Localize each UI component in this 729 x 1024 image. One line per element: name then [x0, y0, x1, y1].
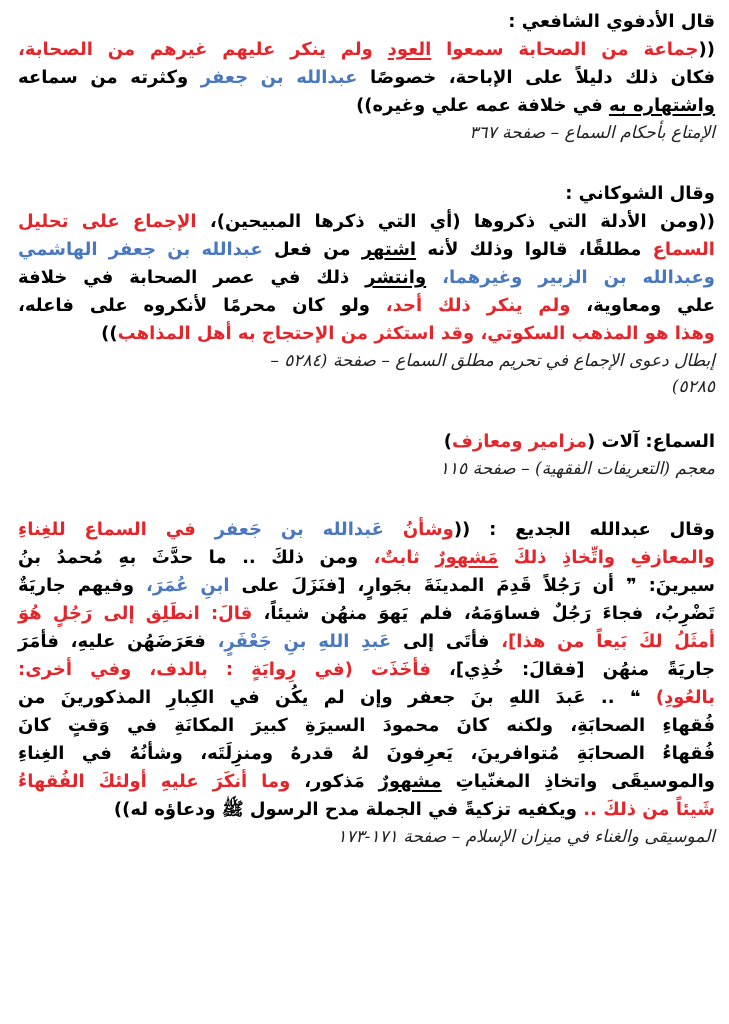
quote-line: شَيئاً من ذلكَ .. ويكفيه تزكيةً في الجملة مدح الرسول ﷺ ودعاؤه له))	[113, 799, 715, 820]
source-citation: الموسيقى والغناء في ميزان الإسلام – صفحة ١٧١-١٧٣	[337, 827, 715, 847]
quote-line: تَضْرِبُ، فجاءَ رَجُلٌ فساوَمَهُ، فلم يَهوَ منهُن شيئاً، قالَ: انطَلِق إلى رَجُلٍ هُوَ	[18, 603, 715, 624]
quote-line: ((ومن الأدلة التي ذكروها (أي التي ذكرها المبيحين)، الإجماع على تحليل	[18, 211, 715, 232]
quote-heading: قال الأدفوي الشافعي :	[508, 11, 715, 32]
quote-line: سيرينَ: ❞ أن رَجُلاً قَدِمَ المدينَةَ بجَوارٍ، [فنَزَلَ على ابنِ عُمَرَ، وفيهم جاريَةٌ	[18, 575, 715, 596]
quote-line: جاريَةً منهُن [فقالَ: خُذِي]، فأخَذَت (في رِوايَةٍ : بالدف، وفي أخرى:	[18, 659, 715, 680]
quote-line: واشتهاره به في خلافة عمه علي وغيره))	[356, 95, 715, 116]
definition-sama	[18, 428, 715, 482]
quote-line: فكان ذلك دليلاً على الإباحة، خصوصًا عبدالله بن جعفر وكثرته من سماعه	[18, 67, 715, 88]
quote-line: وهذا هو المذهب السكوتي، وقد استكثر من الإحتجاج به أهل المذاهب))	[101, 323, 715, 344]
quote-line: السماع مطلقًا، قالوا وذلك لأنه اشتهر من فعل عبدالله بن جعفر الهاشمي	[18, 239, 715, 260]
quote-line: والموسيقَى واتخاذِ المغنّياتِ مشهورٌ مَذكور، وما أنكَرَ عليهِ أولئكَ الفُقهاءُ	[18, 771, 715, 792]
quote-line: ((جماعة من الصحابة سمعوا العود ولم ينكر عليهم غيرهم من الصحابة،	[18, 39, 715, 60]
quote-heading: وقال الشوكاني :	[565, 183, 715, 204]
source-citation: الإمتاع بأحكام السماع – صفحة ٣٦٧	[469, 123, 715, 143]
quote-line: وعبدالله بن الزبير وغيرهما، وانتشر ذلك في عصر الصحابة في خلافة	[18, 267, 715, 288]
quote-line: علي ومعاوية، ولم ينكر ذلك أحد، ولو كان محرمًا لأنكروه على فاعله،	[18, 295, 715, 316]
quote-line: فُقهاءُ الصحابَةِ مُتوافرينَ، يَعرِفونَ لهُ قدرهُ ومنزِلَتَه، وشأنُهُ في الغِناءِ	[18, 743, 715, 764]
quote-line: فُقهاءِ الصحابَةِ، ولكنه كانَ محمودَ السيرَةِ كبيرَ المكانَةِ في وَقتٍ كانَ	[18, 715, 715, 736]
source-citation: إبطال دعوى الإجماع في تحريم مطلق السماع – صفحة (٥٢٨٤ –	[270, 351, 715, 371]
quote-line: أمثَلُ لكَ بَيعاً من هذا]، فأتَى إلى عَبدِ اللهِ بنِ جَعْفَرٍ، فعَرَضَهُن عليهِ، فأمَرَ	[18, 631, 716, 652]
source-citation-continued: ٥٢٨٥)	[671, 377, 715, 397]
quote-adfuwi	[18, 8, 715, 146]
source-citation: معجم (التعريفات الفقهية) – صفحة ١١٥	[439, 459, 715, 479]
quote-line: والمعازفِ واتِّخاذِ ذلكَ مَشهورٌ ثابتٌ، ومن ذلكَ .. ما حدَّثَ بهِ مُحمدُ بنُ	[18, 547, 715, 568]
definition-line: السماع: آلات (مزامير ومعازف)	[443, 431, 715, 452]
quote-shawkani	[18, 180, 715, 400]
quote-line: وقال عبدالله الجديع : ((وشأنُ عَبدالله بن جَعفر في السماع للغِناءِ	[18, 519, 715, 540]
quote-judai	[18, 516, 715, 850]
quote-line: بالعُودِ) ❝ .. عَبدَ اللهِ بنَ جعفر وإن لم يكُن في الكِبارِ المذكورينَ من	[18, 687, 715, 708]
